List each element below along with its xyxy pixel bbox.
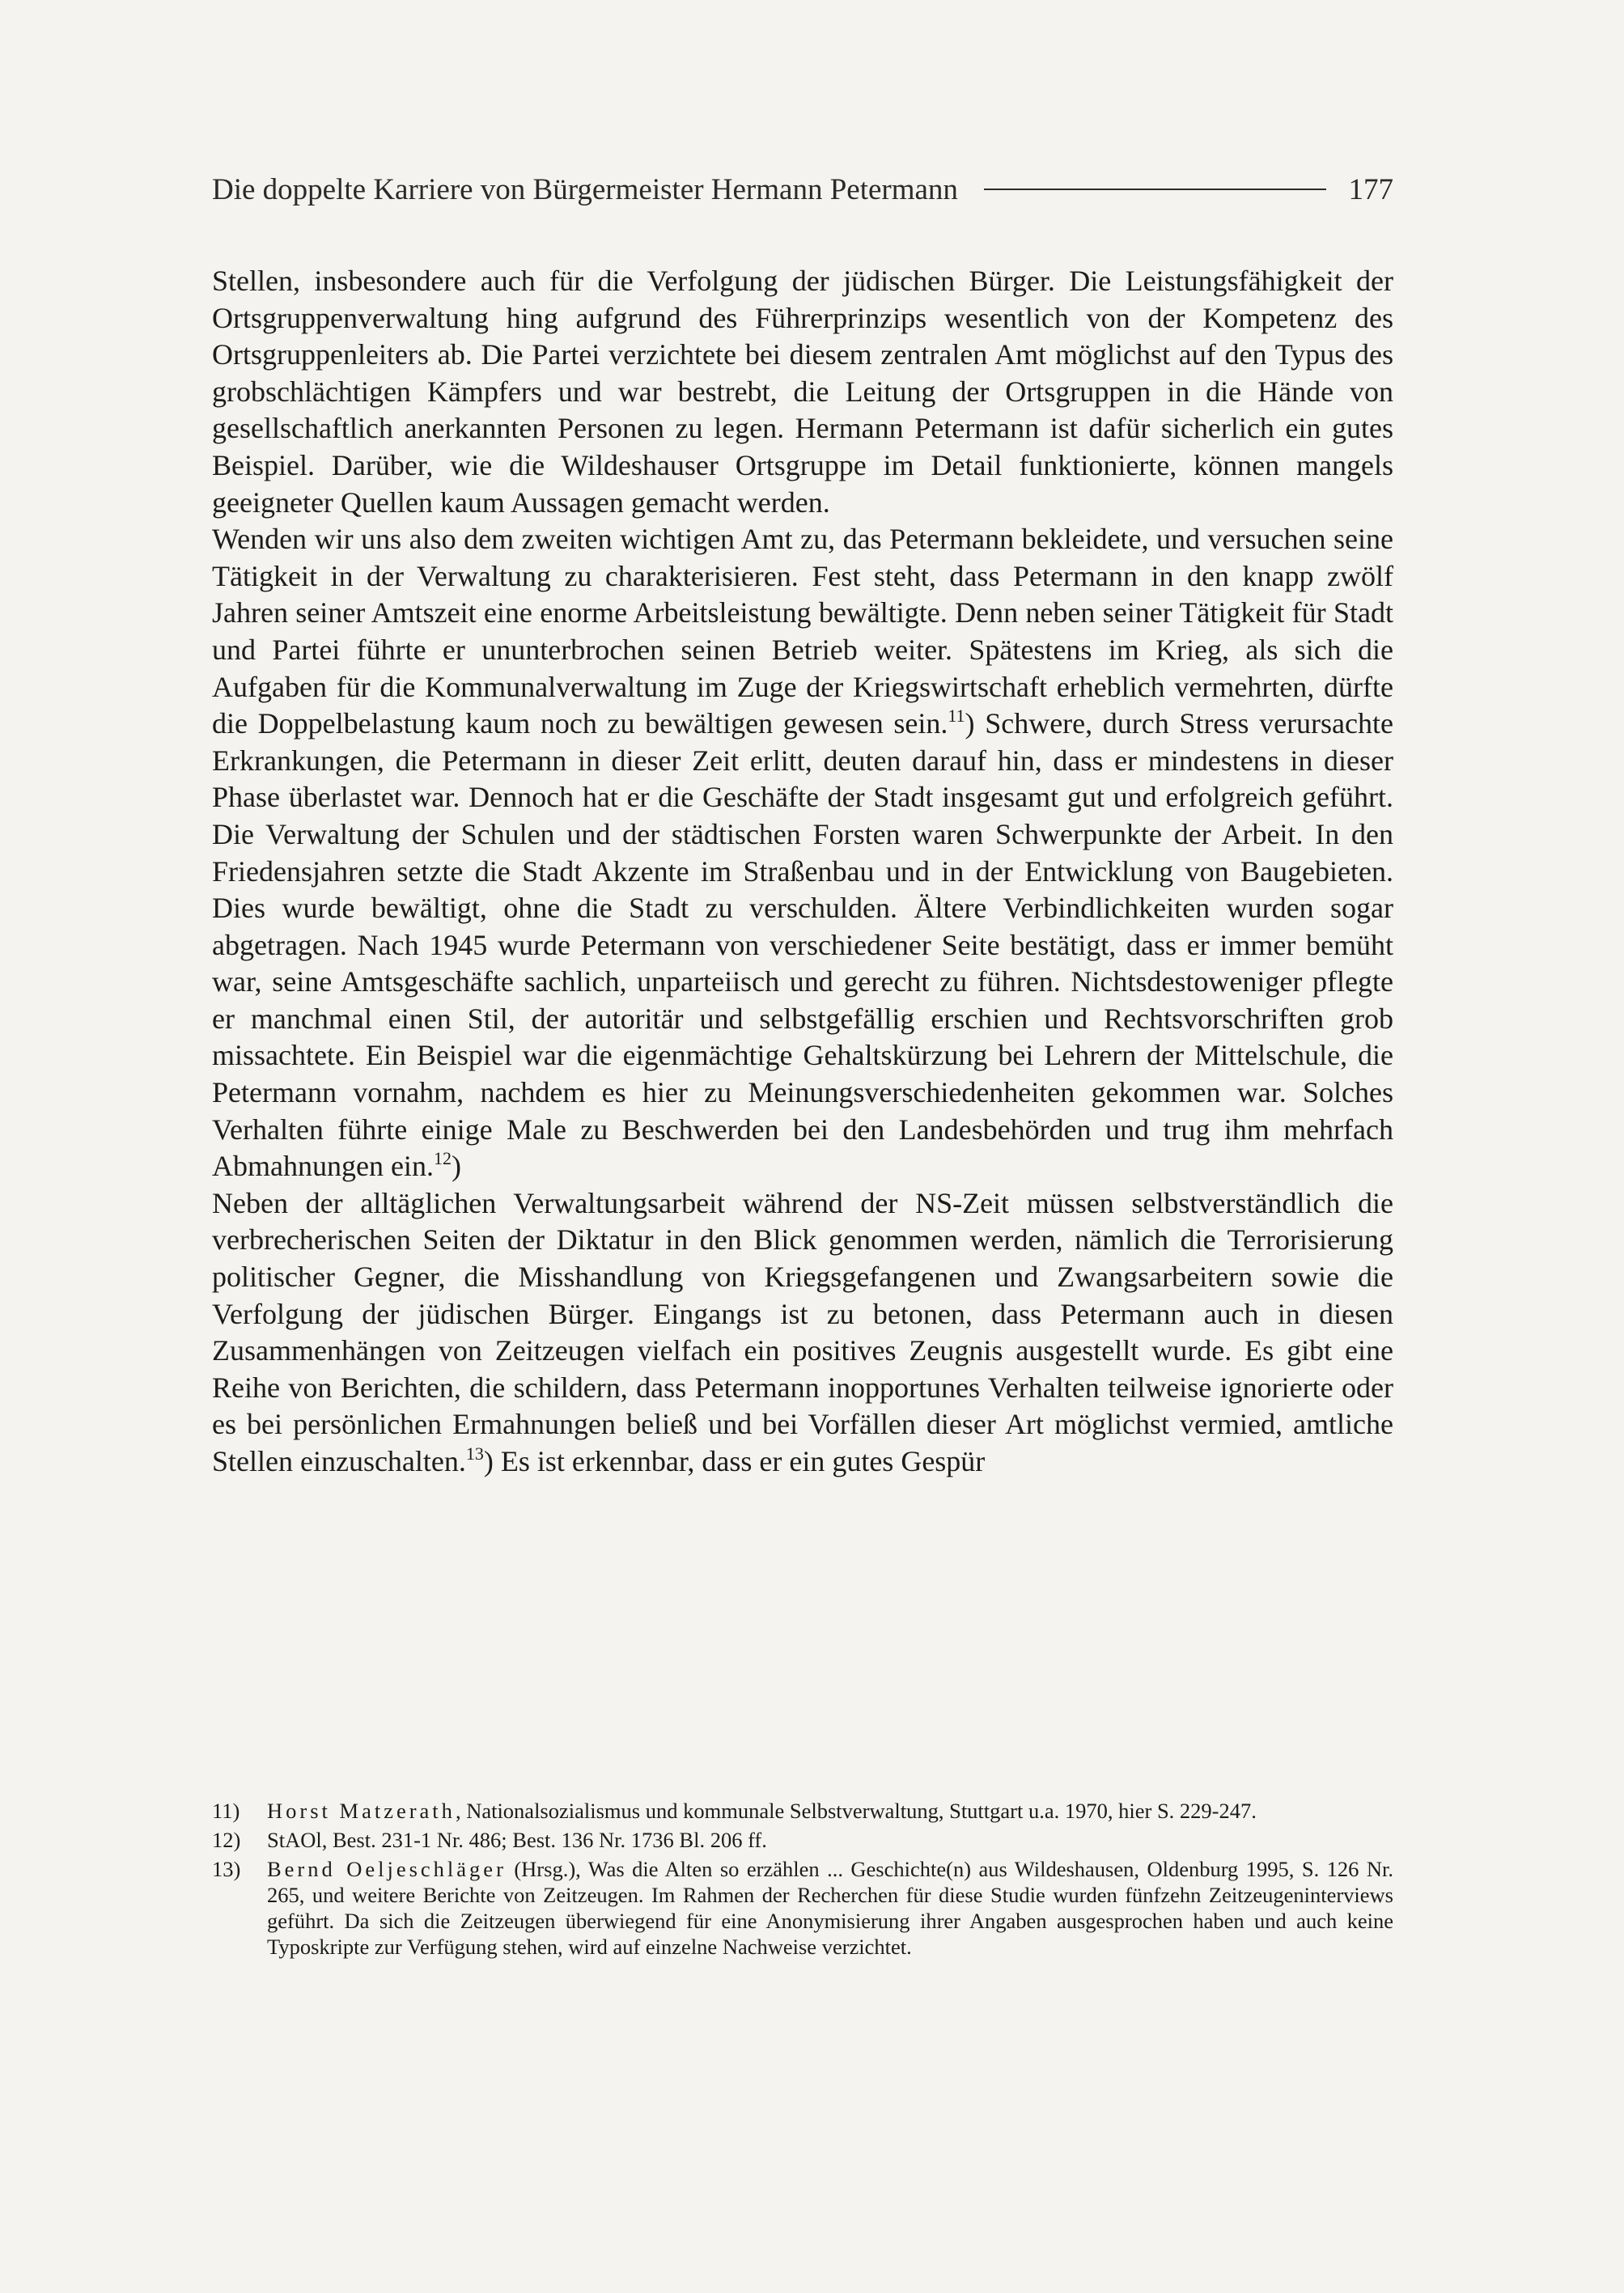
- paragraph-2: [212, 521, 1393, 1185]
- footnote-text: [267, 1798, 1393, 1824]
- page-number: 177: [1348, 172, 1393, 206]
- document-page: [212, 0, 1393, 2293]
- running-head: [212, 168, 1393, 210]
- footnote-text: [267, 1856, 1393, 1960]
- footnotes: [212, 1798, 1393, 1963]
- body-text: [212, 263, 1393, 1481]
- footnote-ref-12[interactable]: 12: [433, 1148, 452, 1169]
- footnote-body: StAOl, Best. 231-1 Nr. 486; Best. 136 Nr. 1736 Bl. 206 ff.: [267, 1828, 767, 1852]
- paragraph-1: Stellen, insbesondere auch für die Verfolgung der jüdischen Bürger. Die Leistungsfähigkeit der Ortsgruppenverwaltung hing aufgrund des Führerprinzips wesentlich von der Kompetenz des Ortsgruppenleiters ab. Die Partei verzichtete bei diesem zentralen Amt möglichst auf den Typus des grobschlächtigen Kämpfers und war bestrebt, die Leitung der Ortsgruppen in die Hände von gesellschaftlich anerkannten Personen zu legen. Hermann Petermann ist dafür sicherlich ein gutes Beispiel. Darüber, wie die Wildeshauser Ortsgruppe im Detail funktionierte, können mangels geeigneter Quellen kaum Aussagen gemacht werden.: [212, 265, 1393, 519]
- paragraph-3-text-b: ) Es ist erkennbar, dass er ein gutes Gespür: [483, 1445, 986, 1477]
- running-head-rule: [984, 189, 1326, 190]
- footnote-number: 13): [212, 1857, 241, 1881]
- running-head-title: Die doppelte Karriere von Bürgermeister Hermann Petermann: [212, 172, 958, 206]
- paragraph-3-text-a: Neben der alltäglichen Verwaltungsarbeit während der NS-Zeit müssen selbstverständlich die verbrecherischen Seiten der Diktatur in den Blick genommen werden, nämlich die Terrorisierung politischer Gegner, die Misshandlung von Kriegsgefangenen und Zwangsarbeitern sowie die Verfolgung der jüdischen Bürger. Eingangs ist zu betonen, dass Petermann auch in diesen Zusammenhängen von Zeitzeugen vielfach ein positives Zeugnis ausgestellt wurde. Es gibt eine Reihe von Berichten, die schildern, dass Petermann inopportunes Verhalten teilweise ignorierte oder es bei persönlichen Ermahnungen beließ und bei Vorfällen dieser Art möglichst vermied, amtliche Stellen einzuschalten.: [212, 1186, 1393, 1477]
- footnote-ref-13[interactable]: 13: [465, 1443, 484, 1464]
- footnote-author: Bernd Oeljeschläger: [267, 1857, 507, 1881]
- footnote-number: 12): [212, 1828, 241, 1852]
- footnote-number: 11): [212, 1799, 240, 1823]
- paragraph-2-text-b: ) Schwere, durch Stress verursachte Erkrankungen, die Petermann in dieser Zeit erlitt, deuten darauf hin, dass er mindestens in dieser Phase überlastet war. Dennoch hat er die Geschäfte der Stadt insgesamt gut und erfolgreich geführt. Die Verwaltung der Schulen und der städtischen Forsten waren Schwerpunkte der Arbeit. In den Friedensjahren setzte die Stadt Akzente im Straßenbau und in der Entwicklung von Baugebieten. Dies wurde bewältigt, ohne die Stadt zu verschulden. Ältere Verbindlichkeiten wurden sogar abgetragen. Nach 1945 wurde Petermann von verschiedener Seite bestätigt, dass er immer bemüht war, seine Amtsgeschäfte sachlich, unparteiisch und gerecht zu führen. Nichtsdestoweniger pflegte er manchmal einen Stil, der autoritär und selbstgefällig erschien und Rechtsvorschriften grob missachtete. Ein Beispiel war die eigenmächtige Gehaltskürzung bei Lehrern der Mittelschule, die Petermann vornahm, nachdem es hier zu Meinungsverschiedenheiten gekommen war. Solches Verhalten führte einige Male zu Beschwerden bei den Landesbehörden und trug ihm mehrfach Abmahnungen ein.: [212, 707, 1393, 1183]
- paragraph-3: [212, 1185, 1393, 1481]
- footnote-author: Horst Matzerath: [267, 1799, 456, 1823]
- footnote-ref-11[interactable]: 11: [948, 706, 965, 727]
- footnote-text: [267, 1827, 1393, 1853]
- footnote-12: [212, 1827, 1393, 1853]
- paragraph-2-text-c: ): [451, 1150, 461, 1183]
- footnote-body: (Hrsg.), Was die Alten so erzählen ... Geschichte(n) aus Wildeshausen, Oldenburg 1995, S. 126 Nr. 265, und weitere Berichte von Zeitzeugen. Im Rahmen der Recherchen für diese Studie wurden fünfzehn Zeitzeugeninterviews geführt. Da sich die Zeitzeugen überwiegend für eine Anonymisierung ihrer Angaben ausgesprochen haben und auch keine Typoskripte zur Verfügung stehen, wird auf einzelne Nachweise verzichtet.: [267, 1857, 1393, 1959]
- paragraph-2-text-a: Wenden wir uns also dem zweiten wichtigen Amt zu, das Petermann bekleidete, und versuchen seine Tätigkeit in der Verwaltung zu charakterisieren. Fest steht, dass Petermann in den knapp zwölf Jahren seiner Amtszeit eine enorme Arbeitsleistung bewältigte. Denn neben seiner Tätigkeit für Stadt und Partei führte er ununterbrochen seinen Betrieb weiter. Spätestens im Krieg, als sich die Aufgaben für die Kommunalverwaltung im Zuge der Kriegswirtschaft erheblich vermehrten, dürfte die Doppelbelastung kaum noch zu bewältigen gewesen sein.: [212, 523, 1393, 740]
- footnote-13: [212, 1856, 1393, 1960]
- footnote-body: , Nationalsozialismus und kommunale Selbstverwaltung, Stuttgart u.a. 1970, hier S. 229-247.: [455, 1799, 1257, 1823]
- footnote-11: [212, 1798, 1393, 1824]
